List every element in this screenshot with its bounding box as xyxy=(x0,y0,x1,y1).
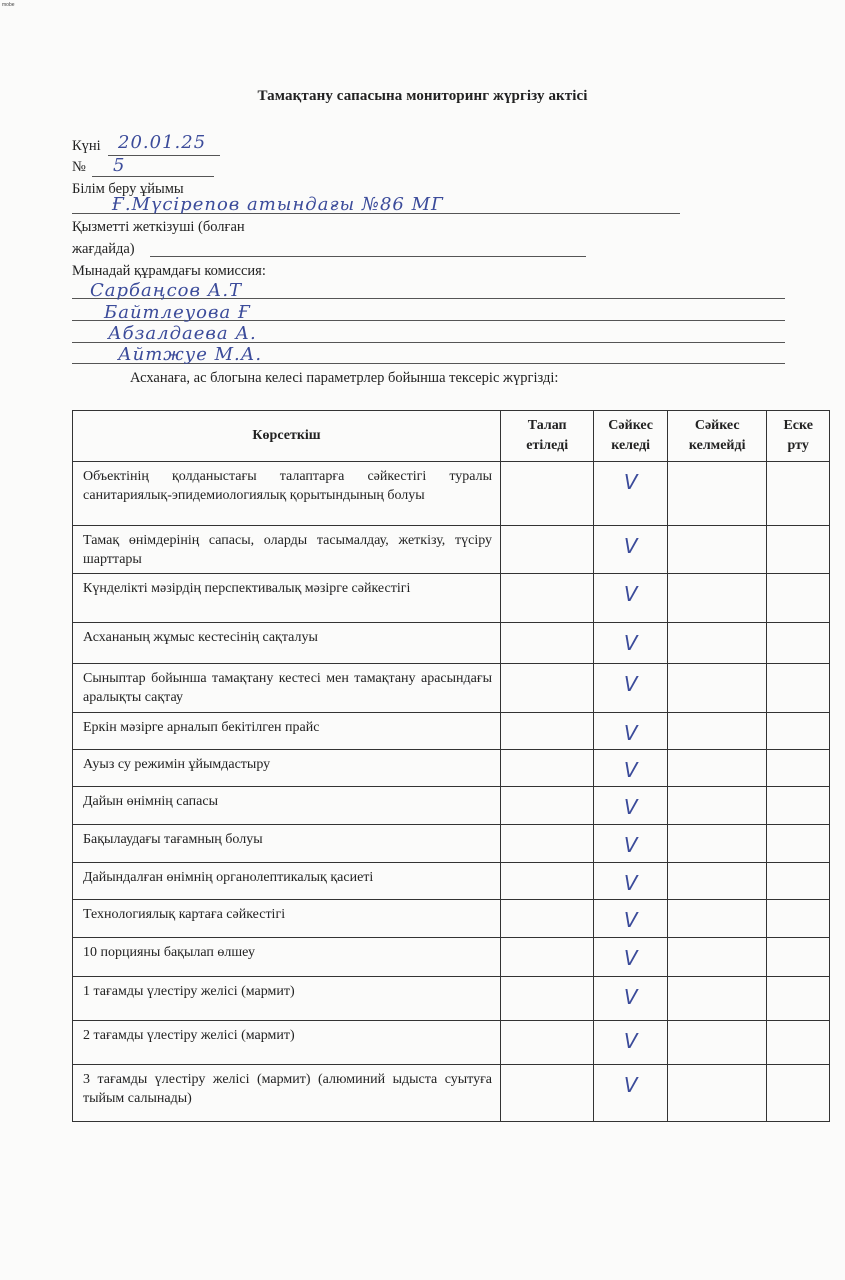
compliant-cell xyxy=(594,977,668,1021)
indicator-cell: Дайындалған өнімнің органолептикалық қасиеті xyxy=(73,863,501,900)
note-cell xyxy=(767,664,830,713)
table-row xyxy=(73,1021,830,1065)
compliant-cell xyxy=(594,623,668,664)
note-cell xyxy=(767,1021,830,1065)
checkmark-icon: V xyxy=(623,470,638,494)
checkmark-icon: V xyxy=(623,1073,638,1097)
checkmark-icon: V xyxy=(623,871,638,895)
compliant-cell xyxy=(594,825,668,863)
checkmark-icon: V xyxy=(623,721,638,745)
checkmark-icon: V xyxy=(623,672,638,696)
noncompliant-cell xyxy=(667,623,766,664)
compliant-cell xyxy=(594,574,668,623)
compliant-cell xyxy=(594,863,668,900)
required-cell xyxy=(501,574,594,623)
number-value: 5 xyxy=(113,155,126,176)
noncompliant-cell xyxy=(667,664,766,713)
required-cell xyxy=(501,900,594,938)
table-row xyxy=(73,1065,830,1122)
note-cell xyxy=(767,863,830,900)
header-required xyxy=(501,411,594,462)
note-cell xyxy=(767,977,830,1021)
noncompliant-cell xyxy=(667,825,766,863)
indicator-cell: Объектінің қолданыстағы талаптарға сәйкестігі туралы санитариялық-эпидемиологиялық қорытындының болуы xyxy=(73,462,501,526)
note-cell xyxy=(767,1065,830,1122)
commission-member: Абзалдаева А. xyxy=(108,323,257,344)
indicator-cell: Ауыз су режимін ұйымдастыру xyxy=(73,750,501,787)
checkmark-icon: V xyxy=(623,795,638,819)
header-noncompliant xyxy=(667,411,766,462)
indicator-cell: 10 порцияны бақылап өлшеу xyxy=(73,938,501,977)
required-cell xyxy=(501,863,594,900)
table-row xyxy=(73,787,830,825)
indicator-cell: 1 тағамды үлестіру желісі (мармит) xyxy=(73,977,501,1021)
commission-member: Сарбаңсов А.Т xyxy=(90,280,243,301)
header-compliant-line2: келеді xyxy=(611,438,651,453)
required-cell xyxy=(501,977,594,1021)
note-cell xyxy=(767,462,830,526)
table-row xyxy=(73,526,830,574)
document-title: Тамақтану сапасына мониторинг жүргізу актісі xyxy=(257,88,588,104)
header-compliant xyxy=(594,411,668,462)
note-cell xyxy=(767,713,830,750)
table-row xyxy=(73,977,830,1021)
header-required-line2: етіледі xyxy=(526,438,569,453)
compliant-cell xyxy=(594,1021,668,1065)
table-row xyxy=(73,713,830,750)
checkmark-icon: V xyxy=(623,985,638,1009)
compliant-cell xyxy=(594,713,668,750)
indicator-cell: 2 тағамды үлестіру желісі (мармит) xyxy=(73,1021,501,1065)
required-cell xyxy=(501,825,594,863)
table-row xyxy=(73,900,830,938)
table-row xyxy=(73,938,830,977)
required-cell xyxy=(501,787,594,825)
checkmark-icon: V xyxy=(623,946,638,970)
required-cell xyxy=(501,938,594,977)
required-cell xyxy=(501,462,594,526)
noncompliant-cell xyxy=(667,977,766,1021)
compliant-cell xyxy=(594,664,668,713)
compliant-cell xyxy=(594,462,668,526)
table-row xyxy=(73,623,830,664)
compliant-cell xyxy=(594,526,668,574)
header-noncompliant-line2: келмейді xyxy=(688,438,746,453)
table-row xyxy=(73,825,830,863)
noncompliant-cell xyxy=(667,1065,766,1122)
required-cell xyxy=(501,1065,594,1122)
number-underline xyxy=(92,176,214,177)
organization-value: Ғ.Мүсірепов атындағы №86 МГ xyxy=(112,194,444,215)
organization-label: Білім беру ұйымы xyxy=(72,181,184,197)
commission-member: Байтлеуова Ғ xyxy=(104,302,251,323)
indicator-cell: Асхананың жұмыс кестесінің сақталуы xyxy=(73,623,501,664)
checkmark-icon: V xyxy=(623,758,638,782)
table-row xyxy=(73,574,830,623)
noncompliant-cell xyxy=(667,526,766,574)
noncompliant-cell xyxy=(667,938,766,977)
date-field xyxy=(72,137,101,155)
compliant-cell xyxy=(594,900,668,938)
note-cell xyxy=(767,750,830,787)
commission-label: Мынадай құрамдағы комиссия: xyxy=(72,263,266,279)
indicator-cell: Дайын өнімнің сапасы xyxy=(73,787,501,825)
compliant-cell xyxy=(594,787,668,825)
table-row xyxy=(73,863,830,900)
noncompliant-cell xyxy=(667,750,766,787)
noncompliant-cell xyxy=(667,900,766,938)
table-row xyxy=(73,664,830,713)
checkmark-icon: V xyxy=(623,908,638,932)
required-cell xyxy=(501,623,594,664)
indicator-cell: Күнделікті мәзірдің перспективалық мәзірге сәйкестігі xyxy=(73,574,501,623)
indicator-cell: 3 тағамды үлестіру желісі (мармит) (алюминий ыдыста суытуға тыйым салынады) xyxy=(73,1065,501,1122)
required-cell xyxy=(501,750,594,787)
note-cell xyxy=(767,526,830,574)
header-note-line2: рту xyxy=(787,438,809,453)
checkmark-icon: V xyxy=(623,631,638,655)
header-noncompliant-line1: Сәйкес xyxy=(694,418,740,433)
required-cell xyxy=(501,664,594,713)
required-cell xyxy=(501,1021,594,1065)
header-compliant-line1: Сәйкес xyxy=(608,418,654,433)
supplier-label-line1: Қызметті жеткізуші (болған xyxy=(72,219,245,235)
compliant-cell xyxy=(594,1065,668,1122)
indicator-cell: Еркін мәзірге арналып бекітілген прайс xyxy=(73,713,501,750)
number-field xyxy=(72,158,86,176)
checkmark-icon: V xyxy=(623,582,638,606)
checkmark-icon: V xyxy=(623,833,638,857)
date-label: Күні xyxy=(72,138,101,154)
compliant-cell xyxy=(594,938,668,977)
note-cell xyxy=(767,623,830,664)
indicator-cell: Тамақ өнімдерінің сапасы, оларды тасымалдау, жеткізу, түсіру шарттары xyxy=(73,526,501,574)
scan-corner-mark: mobe xyxy=(2,2,15,8)
date-value: 20.01.25 xyxy=(118,132,207,153)
noncompliant-cell xyxy=(667,574,766,623)
header-required-line1: Талап xyxy=(527,418,567,433)
header-note-line1: Еске xyxy=(783,418,813,433)
noncompliant-cell xyxy=(667,1021,766,1065)
indicator-cell: Технологиялық картаға сәйкестігі xyxy=(73,900,501,938)
note-cell xyxy=(767,574,830,623)
required-cell xyxy=(501,526,594,574)
inspection-intro: Асханаға, ас блогына келесі параметрлер бойынша тексеріс жүргізді: xyxy=(130,370,559,386)
note-cell xyxy=(767,900,830,938)
noncompliant-cell xyxy=(667,863,766,900)
indicator-cell: Сыныптар бойынша тамақтану кестесі мен тамақтану арасындағы аралықты сақтау xyxy=(73,664,501,713)
noncompliant-cell xyxy=(667,787,766,825)
supplier-label-line2: жағдайда) xyxy=(72,241,135,257)
supplier-underline xyxy=(150,256,586,257)
note-cell xyxy=(767,825,830,863)
inspection-table xyxy=(72,410,830,1122)
table-header-row xyxy=(73,411,830,462)
checkmark-icon: V xyxy=(623,534,638,558)
compliant-cell xyxy=(594,750,668,787)
header-note xyxy=(767,411,830,462)
note-cell xyxy=(767,787,830,825)
table-row xyxy=(73,462,830,526)
checkmark-icon: V xyxy=(623,1029,638,1053)
noncompliant-cell xyxy=(667,462,766,526)
noncompliant-cell xyxy=(667,713,766,750)
commission-member: Айтжуе М.А. xyxy=(118,344,263,365)
required-cell xyxy=(501,713,594,750)
note-cell xyxy=(767,938,830,977)
header-indicator: Көрсеткіш xyxy=(73,411,501,462)
number-label: № xyxy=(72,159,86,175)
table-row xyxy=(73,750,830,787)
indicator-cell: Бақылаудағы тағамның болуы xyxy=(73,825,501,863)
